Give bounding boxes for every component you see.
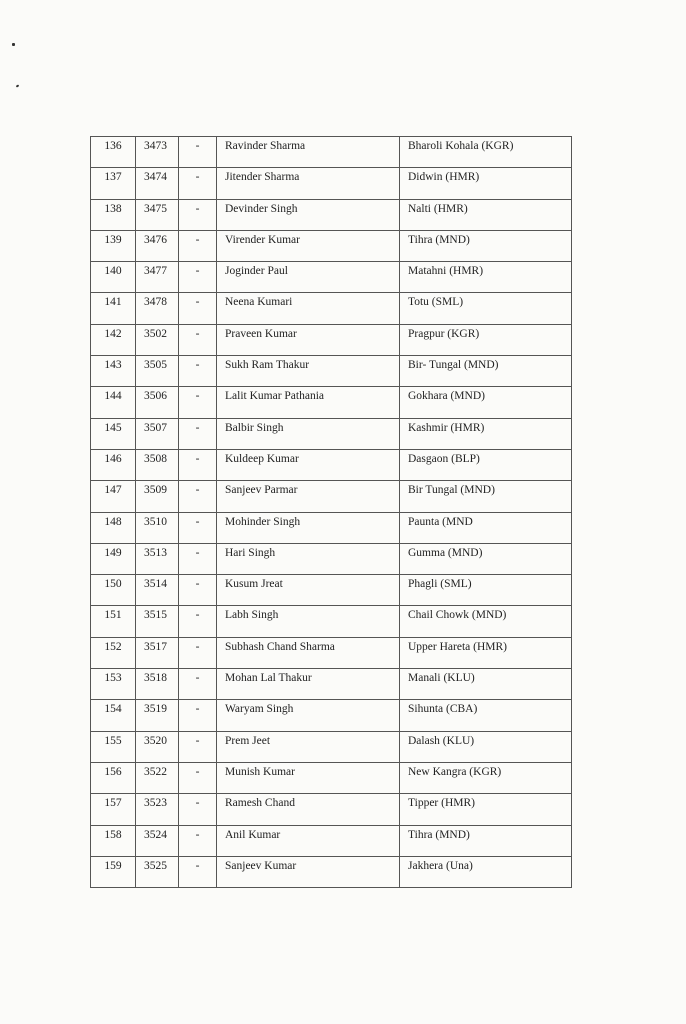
place-cell (400, 606, 572, 637)
code-cell-text: 3478 (144, 296, 167, 309)
code-cell (136, 637, 179, 668)
dash-cell (179, 512, 217, 543)
table-row (91, 637, 572, 668)
serial-number-cell-text: 146 (104, 452, 122, 465)
dash-cell-text: - (195, 484, 200, 497)
code-cell-text: 3476 (144, 233, 167, 246)
code-cell-text: 3525 (144, 859, 167, 872)
table-row (91, 543, 572, 574)
code-cell (136, 669, 179, 700)
code-cell (136, 449, 179, 480)
place-cell (400, 669, 572, 700)
place-cell-text: Upper Hareta (HMR) (408, 640, 507, 653)
code-cell (136, 512, 179, 543)
serial-number-cell (91, 700, 136, 731)
serial-number-cell-text: 152 (104, 640, 122, 653)
place-cell-text: Gokhara (MND) (408, 390, 485, 403)
table-row (91, 731, 572, 762)
code-cell-text: 3510 (144, 515, 167, 528)
dash-cell (179, 449, 217, 480)
table-row (91, 199, 572, 230)
dash-cell-text: - (195, 640, 200, 653)
code-cell (136, 575, 179, 606)
place-cell-text: Tihra (MND) (408, 828, 470, 841)
serial-number-cell-text: 149 (104, 546, 122, 559)
place-cell (400, 575, 572, 606)
name-cell (217, 669, 400, 700)
serial-number-cell (91, 168, 136, 199)
name-cell (217, 637, 400, 668)
serial-number-cell-text: 140 (104, 265, 122, 278)
table-row (91, 387, 572, 418)
name-cell-text: Neena Kumari (225, 296, 293, 309)
code-cell-text: 3473 (144, 140, 167, 152)
name-cell (217, 731, 400, 762)
table-row (91, 449, 572, 480)
name-cell-text: Mohinder Singh (225, 515, 301, 528)
name-cell (217, 262, 400, 293)
dash-cell (179, 762, 217, 793)
serial-number-cell (91, 356, 136, 387)
dash-cell (179, 794, 217, 825)
name-cell (217, 418, 400, 449)
place-cell (400, 168, 572, 199)
serial-number-cell-text: 153 (104, 672, 122, 685)
dash-cell (179, 230, 217, 261)
place-cell (400, 762, 572, 793)
place-cell (400, 543, 572, 574)
name-cell (217, 324, 400, 355)
place-cell-text: Bir Tungal (MND) (408, 484, 495, 497)
name-cell (217, 606, 400, 637)
name-cell-text: Sukh Ram Thakur (225, 359, 310, 372)
serial-number-cell (91, 262, 136, 293)
name-cell-text: Virender Kumar (225, 233, 300, 246)
name-cell-text: Munish Kumar (225, 765, 295, 778)
dash-cell-text: - (195, 390, 200, 403)
table-row (91, 825, 572, 856)
table-row (91, 762, 572, 793)
table-row (91, 293, 572, 324)
dash-cell-text: - (195, 421, 200, 434)
serial-number-cell (91, 543, 136, 574)
place-cell-text: Sihunta (CBA) (408, 703, 478, 716)
code-cell (136, 262, 179, 293)
name-cell-text: Lalit Kumar Pathania (225, 390, 324, 403)
name-cell-text: Balbir Singh (225, 421, 284, 434)
serial-number-cell-text: 156 (104, 765, 122, 778)
name-cell (217, 356, 400, 387)
serial-number-cell (91, 324, 136, 355)
name-cell (217, 481, 400, 512)
dash-cell (179, 637, 217, 668)
code-cell-text: 3515 (144, 609, 167, 622)
table-row (91, 324, 572, 355)
dash-cell-text: - (195, 703, 200, 716)
serial-number-cell-text: 157 (104, 797, 122, 810)
place-cell (400, 794, 572, 825)
code-cell-text: 3519 (144, 703, 167, 716)
table-row (91, 669, 572, 700)
place-cell (400, 637, 572, 668)
dash-cell-text: - (195, 578, 200, 591)
name-cell-text: Sanjeev Parmar (225, 484, 298, 497)
serial-number-cell (91, 512, 136, 543)
serial-number-cell-text: 137 (104, 171, 122, 184)
place-cell (400, 293, 572, 324)
code-cell-text: 3507 (144, 421, 167, 434)
dash-cell-text: - (195, 359, 200, 372)
place-cell-text: Gumma (MND) (408, 546, 483, 559)
dash-cell-text: - (195, 765, 200, 778)
name-cell (217, 168, 400, 199)
place-cell (400, 137, 572, 168)
code-cell-text: 3524 (144, 828, 167, 841)
dash-cell-text: - (195, 546, 200, 559)
name-cell-text: Ramesh Chand (225, 797, 295, 810)
code-cell-text: 3502 (144, 327, 167, 340)
serial-number-cell (91, 856, 136, 887)
dash-cell-text: - (195, 672, 200, 685)
dash-cell-text: - (195, 797, 200, 810)
code-cell (136, 794, 179, 825)
dash-cell (179, 575, 217, 606)
code-cell-text: 3508 (144, 452, 167, 465)
serial-number-cell-text: 159 (104, 859, 122, 872)
place-cell-text: Tipper (HMR) (408, 797, 475, 810)
table-row (91, 418, 572, 449)
name-cell (217, 137, 400, 168)
code-cell (136, 700, 179, 731)
dash-cell (179, 387, 217, 418)
serial-number-cell-text: 158 (104, 828, 122, 841)
dash-cell-text: - (195, 609, 200, 622)
name-cell (217, 449, 400, 480)
code-cell-text: 3523 (144, 797, 167, 810)
code-cell (136, 324, 179, 355)
table-row (91, 856, 572, 887)
dash-cell-text: - (195, 202, 200, 215)
name-cell-text: Ravinder Sharma (225, 140, 306, 152)
scan-speck (12, 43, 15, 46)
name-cell-text: Waryam Singh (225, 703, 294, 716)
code-cell-text: 3474 (144, 171, 167, 184)
code-cell-text: 3513 (144, 546, 167, 559)
name-cell (217, 543, 400, 574)
name-cell-text: Hari Singh (225, 546, 276, 559)
serial-number-cell-text: 139 (104, 233, 122, 246)
serial-number-cell-text: 142 (104, 327, 122, 340)
name-cell-text: Subhash Chand Sharma (225, 640, 335, 653)
code-cell-text: 3518 (144, 672, 167, 685)
name-cell-text: Joginder Paul (225, 265, 288, 278)
serial-number-cell-text: 154 (104, 703, 122, 716)
serial-number-cell (91, 481, 136, 512)
table-row (91, 262, 572, 293)
serial-number-cell (91, 794, 136, 825)
table-row (91, 700, 572, 731)
code-cell (136, 418, 179, 449)
dash-cell (179, 199, 217, 230)
name-cell-text: Devinder Singh (225, 202, 298, 215)
place-cell (400, 230, 572, 261)
code-cell-text: 3522 (144, 765, 167, 778)
serial-number-cell (91, 637, 136, 668)
place-cell (400, 825, 572, 856)
name-cell (217, 387, 400, 418)
code-cell (136, 543, 179, 574)
serial-number-cell-text: 136 (104, 140, 122, 152)
name-cell (217, 794, 400, 825)
name-cell-text: Praveen Kumar (225, 327, 297, 340)
table-row (91, 168, 572, 199)
place-cell-text: Dasgaon (BLP) (408, 452, 480, 465)
place-cell (400, 481, 572, 512)
place-cell (400, 731, 572, 762)
code-cell (136, 137, 179, 168)
serial-number-cell (91, 293, 136, 324)
serial-number-cell-text: 155 (104, 734, 122, 747)
place-cell (400, 512, 572, 543)
serial-number-cell (91, 575, 136, 606)
place-cell-text: Paunta (MND (408, 515, 473, 528)
dash-cell (179, 137, 217, 168)
table-row (91, 606, 572, 637)
code-cell (136, 356, 179, 387)
code-cell (136, 856, 179, 887)
serial-number-cell-text: 148 (104, 515, 122, 528)
place-cell-text: Bir- Tungal (MND) (408, 359, 499, 372)
name-cell (217, 512, 400, 543)
code-cell (136, 387, 179, 418)
code-cell-text: 3520 (144, 734, 167, 747)
dash-cell-text: - (195, 265, 200, 278)
place-cell-text: Totu (SML) (408, 296, 464, 309)
name-cell (217, 199, 400, 230)
serial-number-cell (91, 762, 136, 793)
serial-number-cell-text: 147 (104, 484, 122, 497)
dash-cell-text: - (195, 515, 200, 528)
dash-cell-text: - (195, 859, 200, 872)
place-cell-text: Dalash (KLU) (408, 734, 475, 747)
name-cell-text: Sanjeev Kumar (225, 859, 297, 872)
dash-cell (179, 168, 217, 199)
code-cell (136, 731, 179, 762)
serial-number-cell-text: 141 (104, 296, 122, 309)
place-cell (400, 449, 572, 480)
name-cell (217, 700, 400, 731)
place-cell-text: Chail Chowk (MND) (408, 609, 507, 622)
place-cell-text: Pragpur (KGR) (408, 327, 480, 340)
code-cell-text: 3505 (144, 359, 167, 372)
serial-number-cell (91, 230, 136, 261)
name-cell-text: Labh Singh (225, 609, 279, 622)
place-cell-text: Kashmir (HMR) (408, 421, 485, 434)
code-cell (136, 606, 179, 637)
serial-number-cell (91, 731, 136, 762)
code-cell (136, 230, 179, 261)
code-cell (136, 481, 179, 512)
name-cell-text: Kuldeep Kumar (225, 452, 299, 465)
dash-cell-text: - (195, 296, 200, 309)
name-cell (217, 825, 400, 856)
code-cell (136, 293, 179, 324)
table-row (91, 575, 572, 606)
dash-cell (179, 418, 217, 449)
name-cell-text: Jitender Sharma (225, 171, 300, 184)
code-cell (136, 199, 179, 230)
serial-number-cell-text: 143 (104, 359, 122, 372)
place-cell (400, 356, 572, 387)
place-cell-text: Bharoli Kohala (KGR) (408, 140, 514, 152)
scan-speck (16, 84, 20, 87)
table-row (91, 356, 572, 387)
dash-cell (179, 356, 217, 387)
table-row (91, 481, 572, 512)
code-cell-text: 3477 (144, 265, 167, 278)
name-cell (217, 762, 400, 793)
dash-cell (179, 856, 217, 887)
table-row (91, 794, 572, 825)
place-cell-text: Tihra (MND) (408, 233, 470, 246)
serial-number-cell-text: 151 (104, 609, 122, 622)
place-cell-text: Jakhera (Una) (408, 859, 473, 872)
dash-cell-text: - (195, 233, 200, 246)
code-cell-text: 3517 (144, 640, 167, 653)
name-cell (217, 856, 400, 887)
serial-number-cell (91, 418, 136, 449)
dash-cell (179, 481, 217, 512)
name-cell-text: Kusum Jreat (225, 578, 283, 591)
dash-cell (179, 731, 217, 762)
place-cell-text: New Kangra (KGR) (408, 765, 502, 778)
serial-number-cell (91, 449, 136, 480)
serial-number-cell-text: 138 (104, 202, 122, 215)
code-cell-text: 3514 (144, 578, 167, 591)
dash-cell (179, 825, 217, 856)
dash-cell-text: - (195, 452, 200, 465)
dash-cell (179, 293, 217, 324)
dash-cell-text: - (195, 171, 200, 184)
dash-cell-text: - (195, 140, 200, 152)
serial-number-cell (91, 825, 136, 856)
serial-number-cell-text: 145 (104, 421, 122, 434)
place-cell-text: Manali (KLU) (408, 672, 475, 685)
name-cell-text: Prem Jeet (225, 734, 271, 747)
name-cell-text: Mohan Lal Thakur (225, 672, 312, 685)
table-row (91, 137, 572, 168)
serial-number-cell (91, 669, 136, 700)
serial-number-cell (91, 606, 136, 637)
code-cell (136, 762, 179, 793)
place-cell (400, 324, 572, 355)
roster-table (90, 136, 572, 888)
serial-number-cell-text: 150 (104, 578, 122, 591)
place-cell (400, 387, 572, 418)
place-cell (400, 700, 572, 731)
name-cell (217, 575, 400, 606)
name-cell-text: Anil Kumar (225, 828, 281, 841)
code-cell-text: 3509 (144, 484, 167, 497)
place-cell-text: Nalti (HMR) (408, 202, 468, 215)
serial-number-cell (91, 199, 136, 230)
roster-table-body (91, 137, 572, 888)
place-cell (400, 199, 572, 230)
dash-cell-text: - (195, 828, 200, 841)
dash-cell (179, 700, 217, 731)
table-row (91, 512, 572, 543)
place-cell-text: Matahni (HMR) (408, 265, 484, 278)
dash-cell-text: - (195, 734, 200, 747)
place-cell-text: Phagli (SML) (408, 578, 472, 591)
serial-number-cell (91, 137, 136, 168)
serial-number-cell (91, 387, 136, 418)
code-cell-text: 3506 (144, 390, 167, 403)
code-cell (136, 825, 179, 856)
place-cell (400, 856, 572, 887)
dash-cell (179, 669, 217, 700)
serial-number-cell-text: 144 (104, 390, 122, 403)
table-row (91, 230, 572, 261)
dash-cell (179, 543, 217, 574)
place-cell (400, 418, 572, 449)
place-cell (400, 262, 572, 293)
place-cell-text: Didwin (HMR) (408, 171, 480, 184)
code-cell-text: 3475 (144, 202, 167, 215)
name-cell (217, 293, 400, 324)
dash-cell (179, 324, 217, 355)
name-cell (217, 230, 400, 261)
code-cell (136, 168, 179, 199)
dash-cell (179, 262, 217, 293)
dash-cell (179, 606, 217, 637)
dash-cell-text: - (195, 327, 200, 340)
